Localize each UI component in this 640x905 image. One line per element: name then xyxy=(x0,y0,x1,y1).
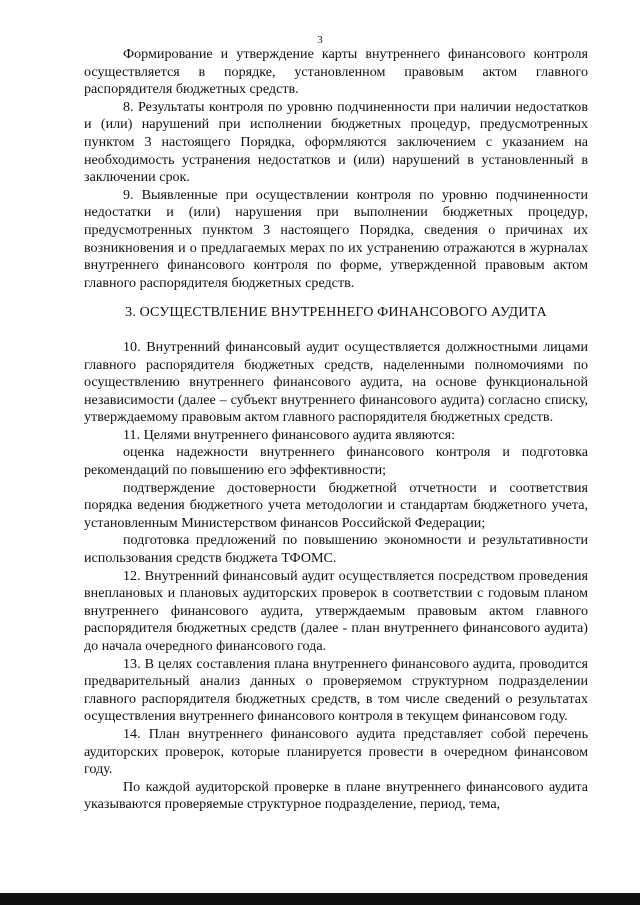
page-number: 3 xyxy=(317,34,323,46)
paragraph: оценка надежности внутреннего финансового контроля и подготовка рекомендаций по повышению его эффективности; xyxy=(84,444,588,479)
paragraph: По каждой аудиторской проверке в плане внутреннего финансового аудита указываются проверяемые структурное подразделение, период, тема, xyxy=(84,778,588,813)
section-heading: 3. ОСУЩЕСТВЛЕНИЕ ВНУТРЕННЕГО ФИНАНСОВОГО АУДИТА xyxy=(125,304,547,321)
paragraph: 13. В целях составления плана внутреннего финансового аудита, проводится предварительный анализ данных о проверяемом структурном подразделении главного распорядителя бюджетных средств, в том числе сведений о результатах осуществления внутреннего финансового контроля в текущем финансовом году. xyxy=(84,655,588,725)
paragraph: 12. Внутренний финансовый аудит осуществляется посредством проведения внеплановых и плановых аудиторских проверок в соответствии с годовым планом внутреннего финансового аудита, утверждаемым правовым актом главного распорядителя бюджетных средств (далее - план внутреннего финансового аудита) до начала очередного финансового года. xyxy=(84,567,588,654)
scan-edge-bar xyxy=(0,893,640,905)
paragraph: 11. Целями внутреннего финансового аудита являются: xyxy=(123,426,456,443)
paragraph: подготовка предложений по повышению экономности и результативности использования средств бюджета ТФОМС. xyxy=(84,532,588,567)
paragraph: 14. План внутреннего финансового аудита представляет собой перечень аудиторских проверок, которые планируется провести в очередном финансовом году. xyxy=(84,725,588,778)
paragraph: 10. Внутренний финансовый аудит осуществляется должностными лицами главного распорядителя бюджетных средств, наделенными полномочиями по осуществлению внутреннего финансового аудита, на основе функциональной независимости (далее – субъект внутреннего финансового аудита) согласно списку, утверждаемому правовым актом главного распорядителя бюджетных средств. xyxy=(84,338,588,426)
paragraph: 9. Выявленные при осуществлении контроля по уровню подчиненности недостатки и (или) нарушения при выполнении бюджетных процедур, предусмотренных пунктом 3 настоящего Порядка, сведения о причинах их возникновения и о предлагаемых мерах по их устранению отражаются в журналах внутреннего финансового контроля по форме, утвержденной правовым актом главного распорядителя бюджетных средств. xyxy=(84,186,588,291)
document-body xyxy=(84,46,588,814)
paragraph: Формирование и утверждение карты внутреннего финансового контроля осуществляется в порядке, установленном правовым актом главного распорядителя бюджетных средств. xyxy=(84,46,588,98)
paragraph: 8. Результаты контроля по уровню подчиненности при наличии недостатков и (или) нарушений при исполнении бюджетных процедур, предусмотренных пунктом 3 настоящего Порядка, оформляются заключением с указанием на необходимость устранения недостатков и (или) нарушений в установленный в заключении срок. xyxy=(84,98,588,186)
paragraph: подтверждение достоверности бюджетной отчетности и соответствия порядка ведения бюджетного учета методологии и стандартам бюджетного учета, установленным Министерством финансов Российской Федерации; xyxy=(84,479,588,531)
